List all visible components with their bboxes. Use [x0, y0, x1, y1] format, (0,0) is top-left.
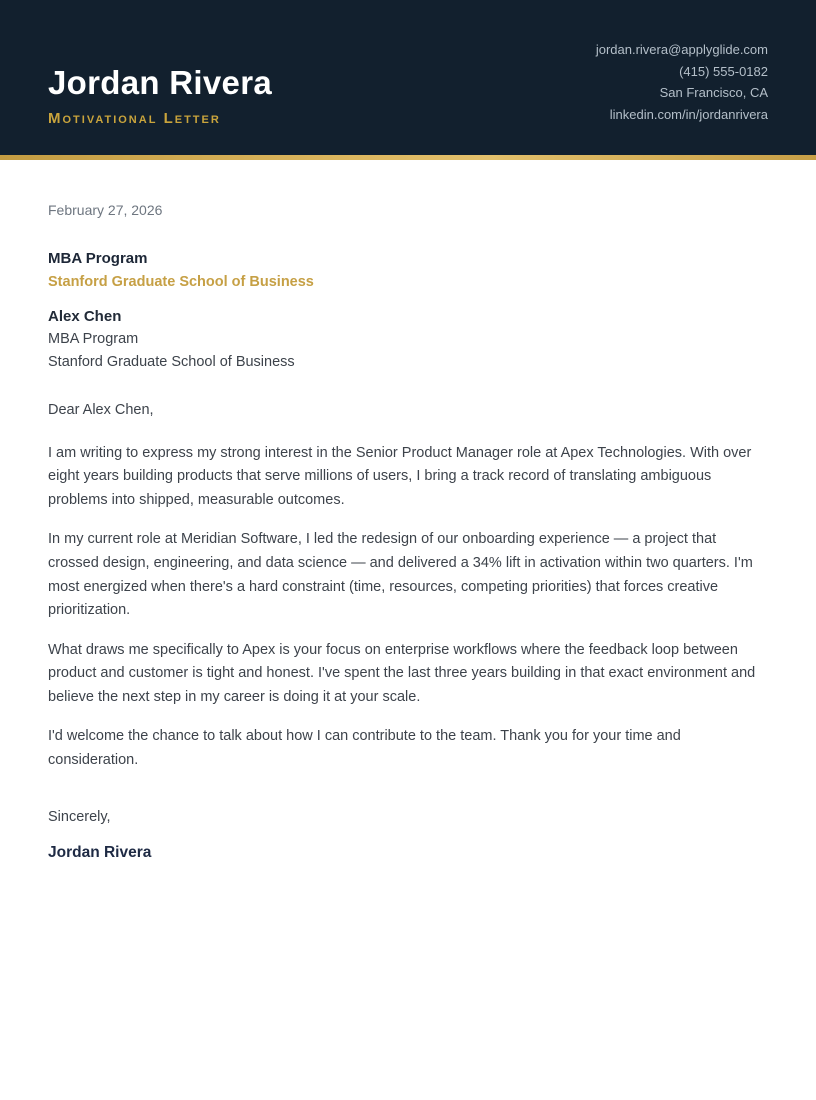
salutation: Dear Alex Chen,	[48, 402, 154, 418]
contact-person-program: MBA Program	[48, 331, 139, 347]
contact-block	[596, 39, 768, 127]
contact-email: jordan.rivera@applyglide.com	[595, 42, 768, 57]
signature-name: Jordan Rivera	[48, 844, 152, 862]
letter-paragraph: I am writing to express my strong interest in the Senior Product Manager role at Apex Technologies. With over eight years building products that serve millions of users, I bring a track record of translating ambiguous problems into shipped, measurable outcomes.	[48, 444, 752, 509]
applicant-name: Jordan Rivera	[48, 63, 272, 101]
letter-date: February 27, 2026	[48, 202, 163, 218]
identity-block	[48, 65, 272, 127]
contact-person-school: Stanford Graduate School of Business	[48, 354, 295, 370]
contact-linkedin: linkedin.com/in/jordanrivera	[609, 106, 768, 122]
contact-person-name: Alex Chen	[48, 308, 122, 325]
recipient-program: MBA Program	[48, 250, 148, 267]
recipient-block	[48, 249, 768, 292]
contact-phone: (415) 555-0182	[679, 63, 768, 79]
contact-person-block	[48, 305, 768, 374]
letter-paragraph: In my current role at Meridian Software, I led the redesign of our onboarding experience — a project that crossed design, engineering, and data science — and delivered a 34% lift in activation within two quarters. I'm most energized when there's a hard constraint (time, resources, competing priorities) that forces creative prioritization.	[48, 531, 753, 619]
letter-body	[0, 160, 816, 864]
recipient-school: Stanford Graduate School of Business	[48, 274, 314, 290]
document-subtitle: Motivational Letter	[48, 110, 221, 127]
letter-paragraph: What draws me specifically to Apex is your focus on enterprise workflows where the feedback loop between product and customer is tight and honest. I've spent the last three years building in that exact environment and believe the next step in my career is doing it at your scale.	[48, 641, 756, 706]
letter-header	[0, 0, 816, 155]
closing: Sincerely,	[48, 808, 111, 825]
letter-paragraph: I'd welcome the chance to talk about how I can contribute to the team. Thank you for your time and consideration.	[48, 728, 681, 768]
contact-location: San Francisco, CA	[659, 85, 768, 100]
